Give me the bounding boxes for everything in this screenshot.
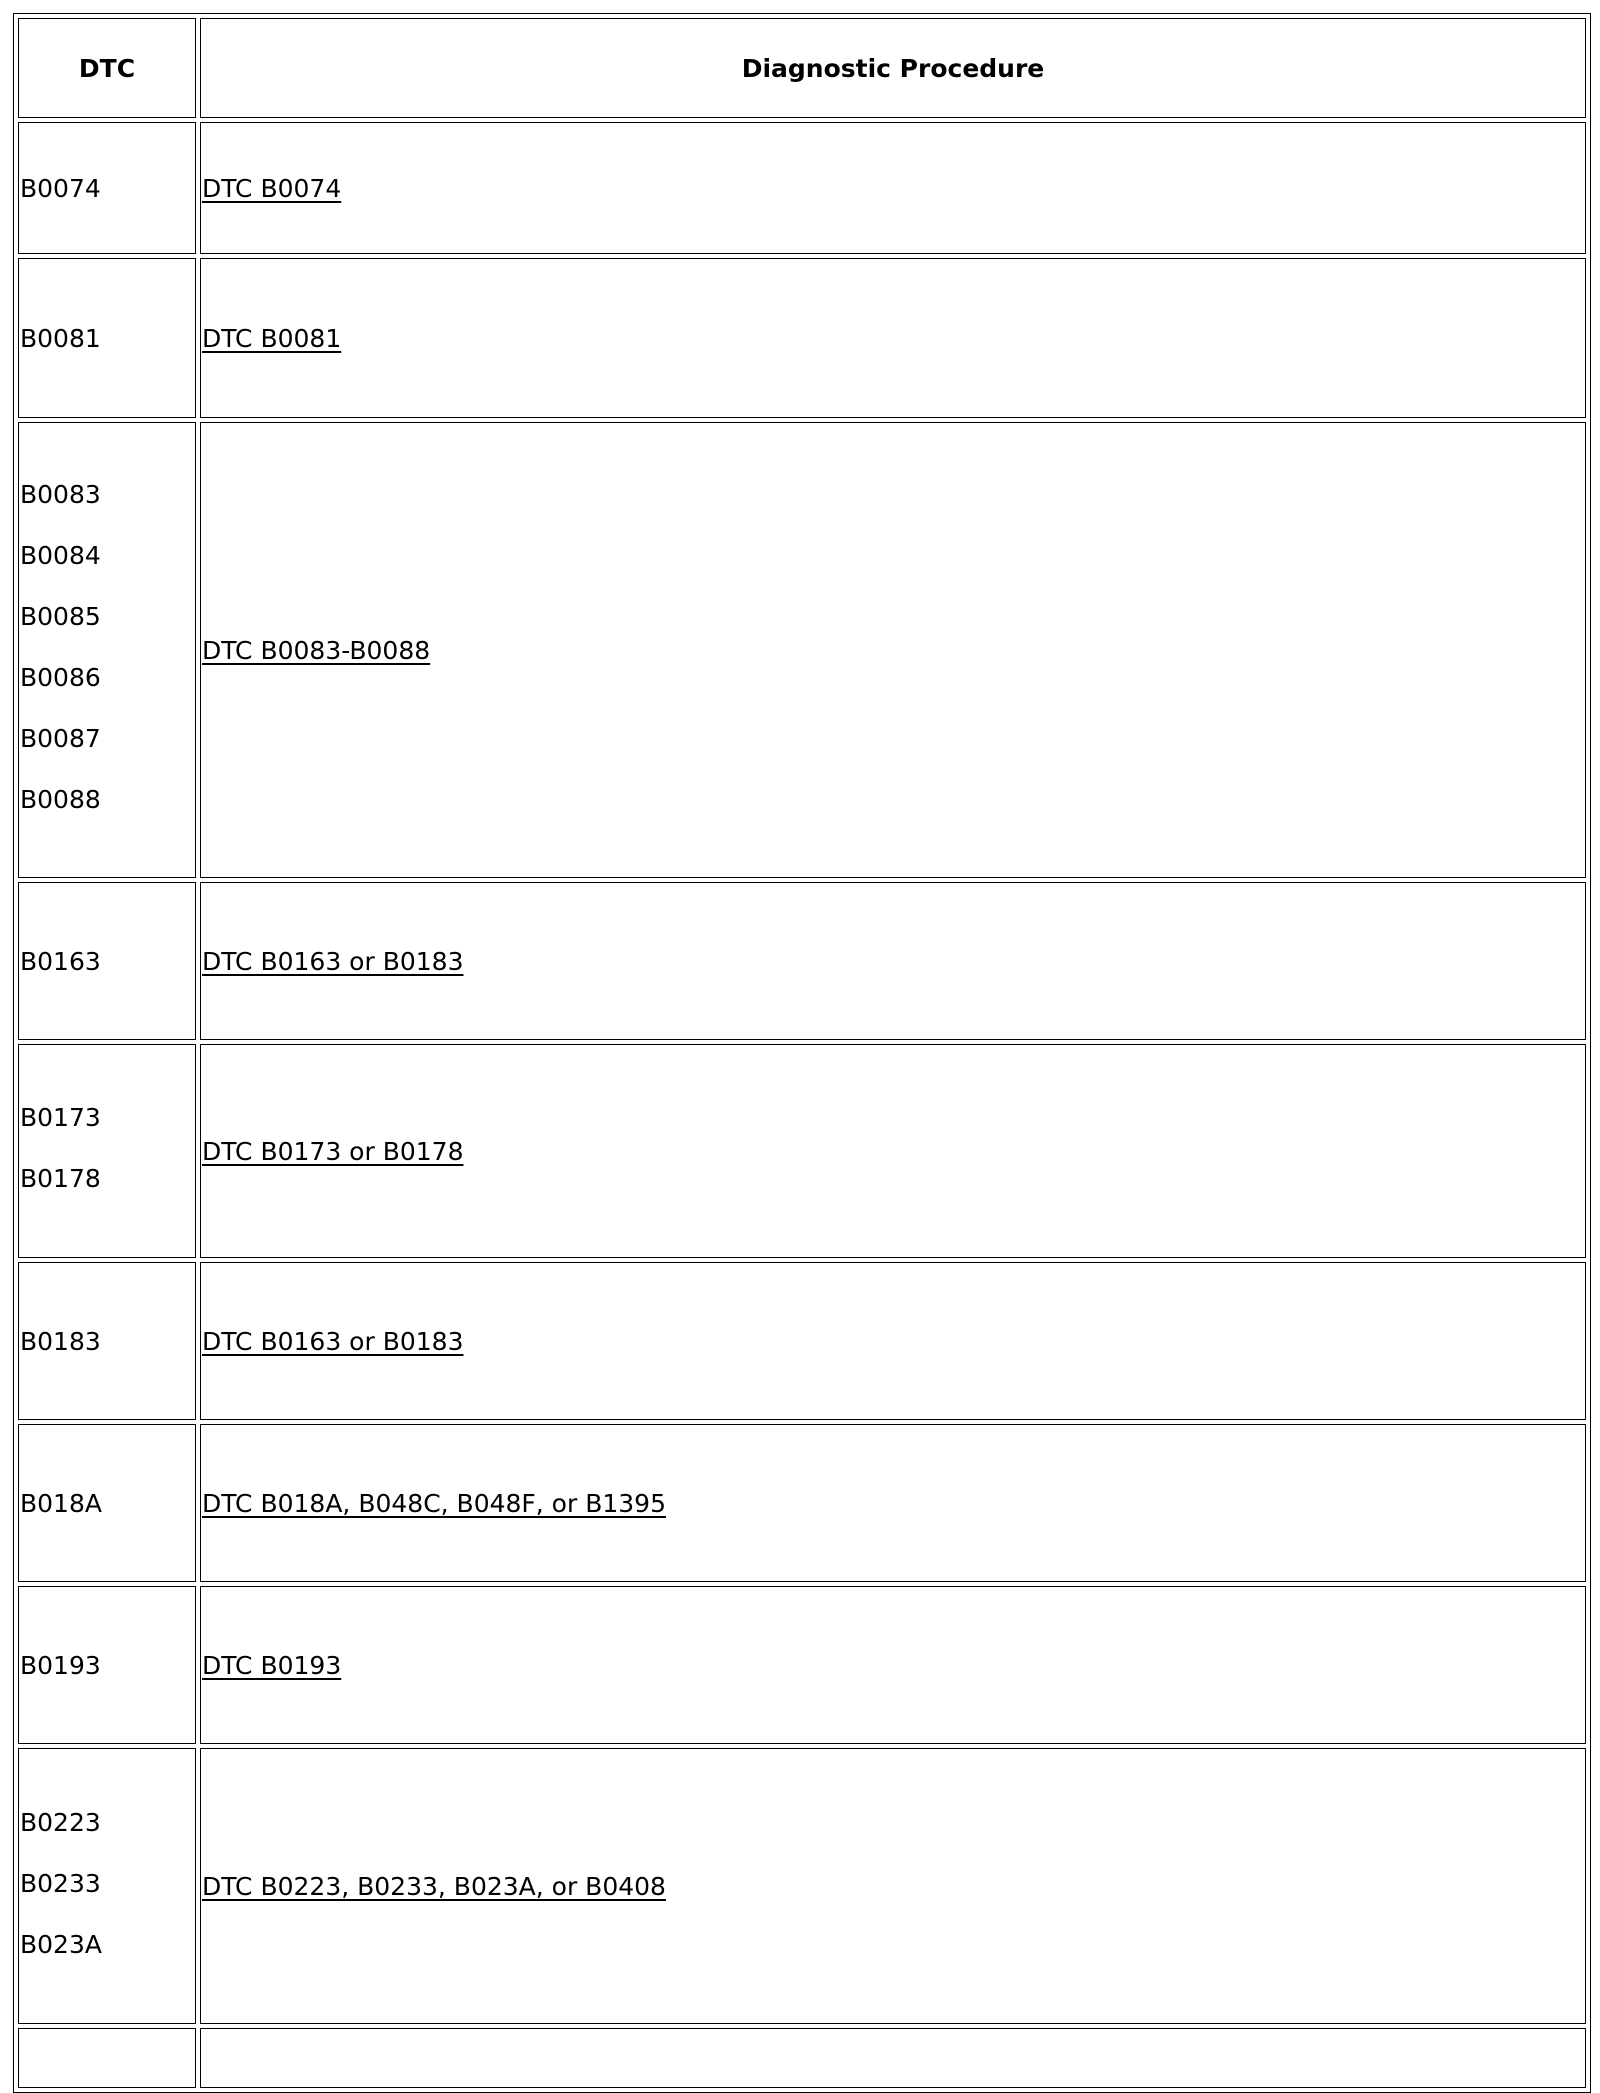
dtc-table — [13, 13, 1591, 2093]
dtc-code: B0085 — [20, 602, 101, 631]
procedure-cell — [200, 1748, 1586, 2024]
dtc-code-list — [20, 1762, 195, 2011]
table-row — [18, 122, 1586, 254]
dtc-code: B0074 — [20, 173, 101, 203]
procedure-link[interactable]: DTC B0163 or B0183 — [202, 1326, 464, 1356]
dtc-code: B0083 — [20, 480, 101, 509]
procedure-cell — [200, 2028, 1586, 2088]
procedure-cell — [200, 422, 1586, 878]
dtc-cell — [18, 1586, 196, 1744]
table-header-row — [18, 18, 1586, 118]
table-row — [18, 1424, 1586, 1582]
procedure-link[interactable]: DTC B0193 — [202, 1650, 342, 1680]
dtc-code: B0173 — [20, 1103, 101, 1132]
dtc-cell — [18, 2028, 196, 2088]
procedure-cell — [200, 1044, 1586, 1258]
dtc-code: B0193 — [20, 1650, 101, 1680]
dtc-cell — [18, 422, 196, 878]
table-row — [18, 1262, 1586, 1420]
table-row — [18, 1586, 1586, 1744]
dtc-code-list — [20, 434, 195, 866]
dtc-code: B023A — [20, 1929, 102, 1959]
procedure-link[interactable]: DTC B018A, B048C, B048F, or B1395 — [202, 1488, 666, 1518]
table-row — [18, 1044, 1586, 1258]
dtc-code: B0086 — [20, 663, 101, 692]
dtc-cell — [18, 258, 196, 418]
procedure-link[interactable]: DTC B0173 or B0178 — [202, 1136, 464, 1166]
table-row — [18, 258, 1586, 418]
dtc-code: B0088 — [20, 785, 101, 814]
dtc-code: B0163 — [20, 946, 101, 976]
dtc-cell — [18, 1044, 196, 1258]
procedure-link[interactable]: DTC B0163 or B0183 — [202, 946, 464, 976]
table-row — [18, 422, 1586, 878]
dtc-code: B0223 — [20, 1807, 101, 1837]
dtc-code: B0087 — [20, 724, 101, 753]
procedure-cell — [200, 1586, 1586, 1744]
dtc-code: B0084 — [20, 541, 101, 570]
table-row — [18, 882, 1586, 1040]
dtc-code: B018A — [20, 1488, 102, 1518]
table-row — [18, 1748, 1586, 2024]
dtc-code: B0183 — [20, 1326, 101, 1356]
dtc-code-list — [20, 1057, 195, 1245]
procedure-column-header: Diagnostic Procedure — [200, 18, 1586, 118]
procedure-cell — [200, 258, 1586, 418]
dtc-column-header: DTC — [18, 18, 196, 118]
dtc-code: B0081 — [20, 323, 101, 353]
procedure-cell — [200, 122, 1586, 254]
procedure-link[interactable]: DTC B0083-B0088 — [202, 635, 431, 665]
dtc-cell — [18, 1748, 196, 2024]
procedure-cell — [200, 1262, 1586, 1420]
dtc-cell — [18, 1424, 196, 1582]
dtc-code: B0233 — [20, 1868, 101, 1898]
dtc-cell — [18, 1262, 196, 1420]
dtc-cell — [18, 122, 196, 254]
procedure-link[interactable]: DTC B0081 — [202, 323, 342, 353]
dtc-cell — [18, 882, 196, 1040]
dtc-code: B0178 — [20, 1164, 101, 1193]
procedure-link[interactable]: DTC B0223, B0233, B023A, or B0408 — [202, 1871, 666, 1901]
procedure-cell — [200, 1424, 1586, 1582]
table-row-cut-off — [18, 2028, 1586, 2088]
procedure-link[interactable]: DTC B0074 — [202, 173, 342, 203]
procedure-cell — [200, 882, 1586, 1040]
